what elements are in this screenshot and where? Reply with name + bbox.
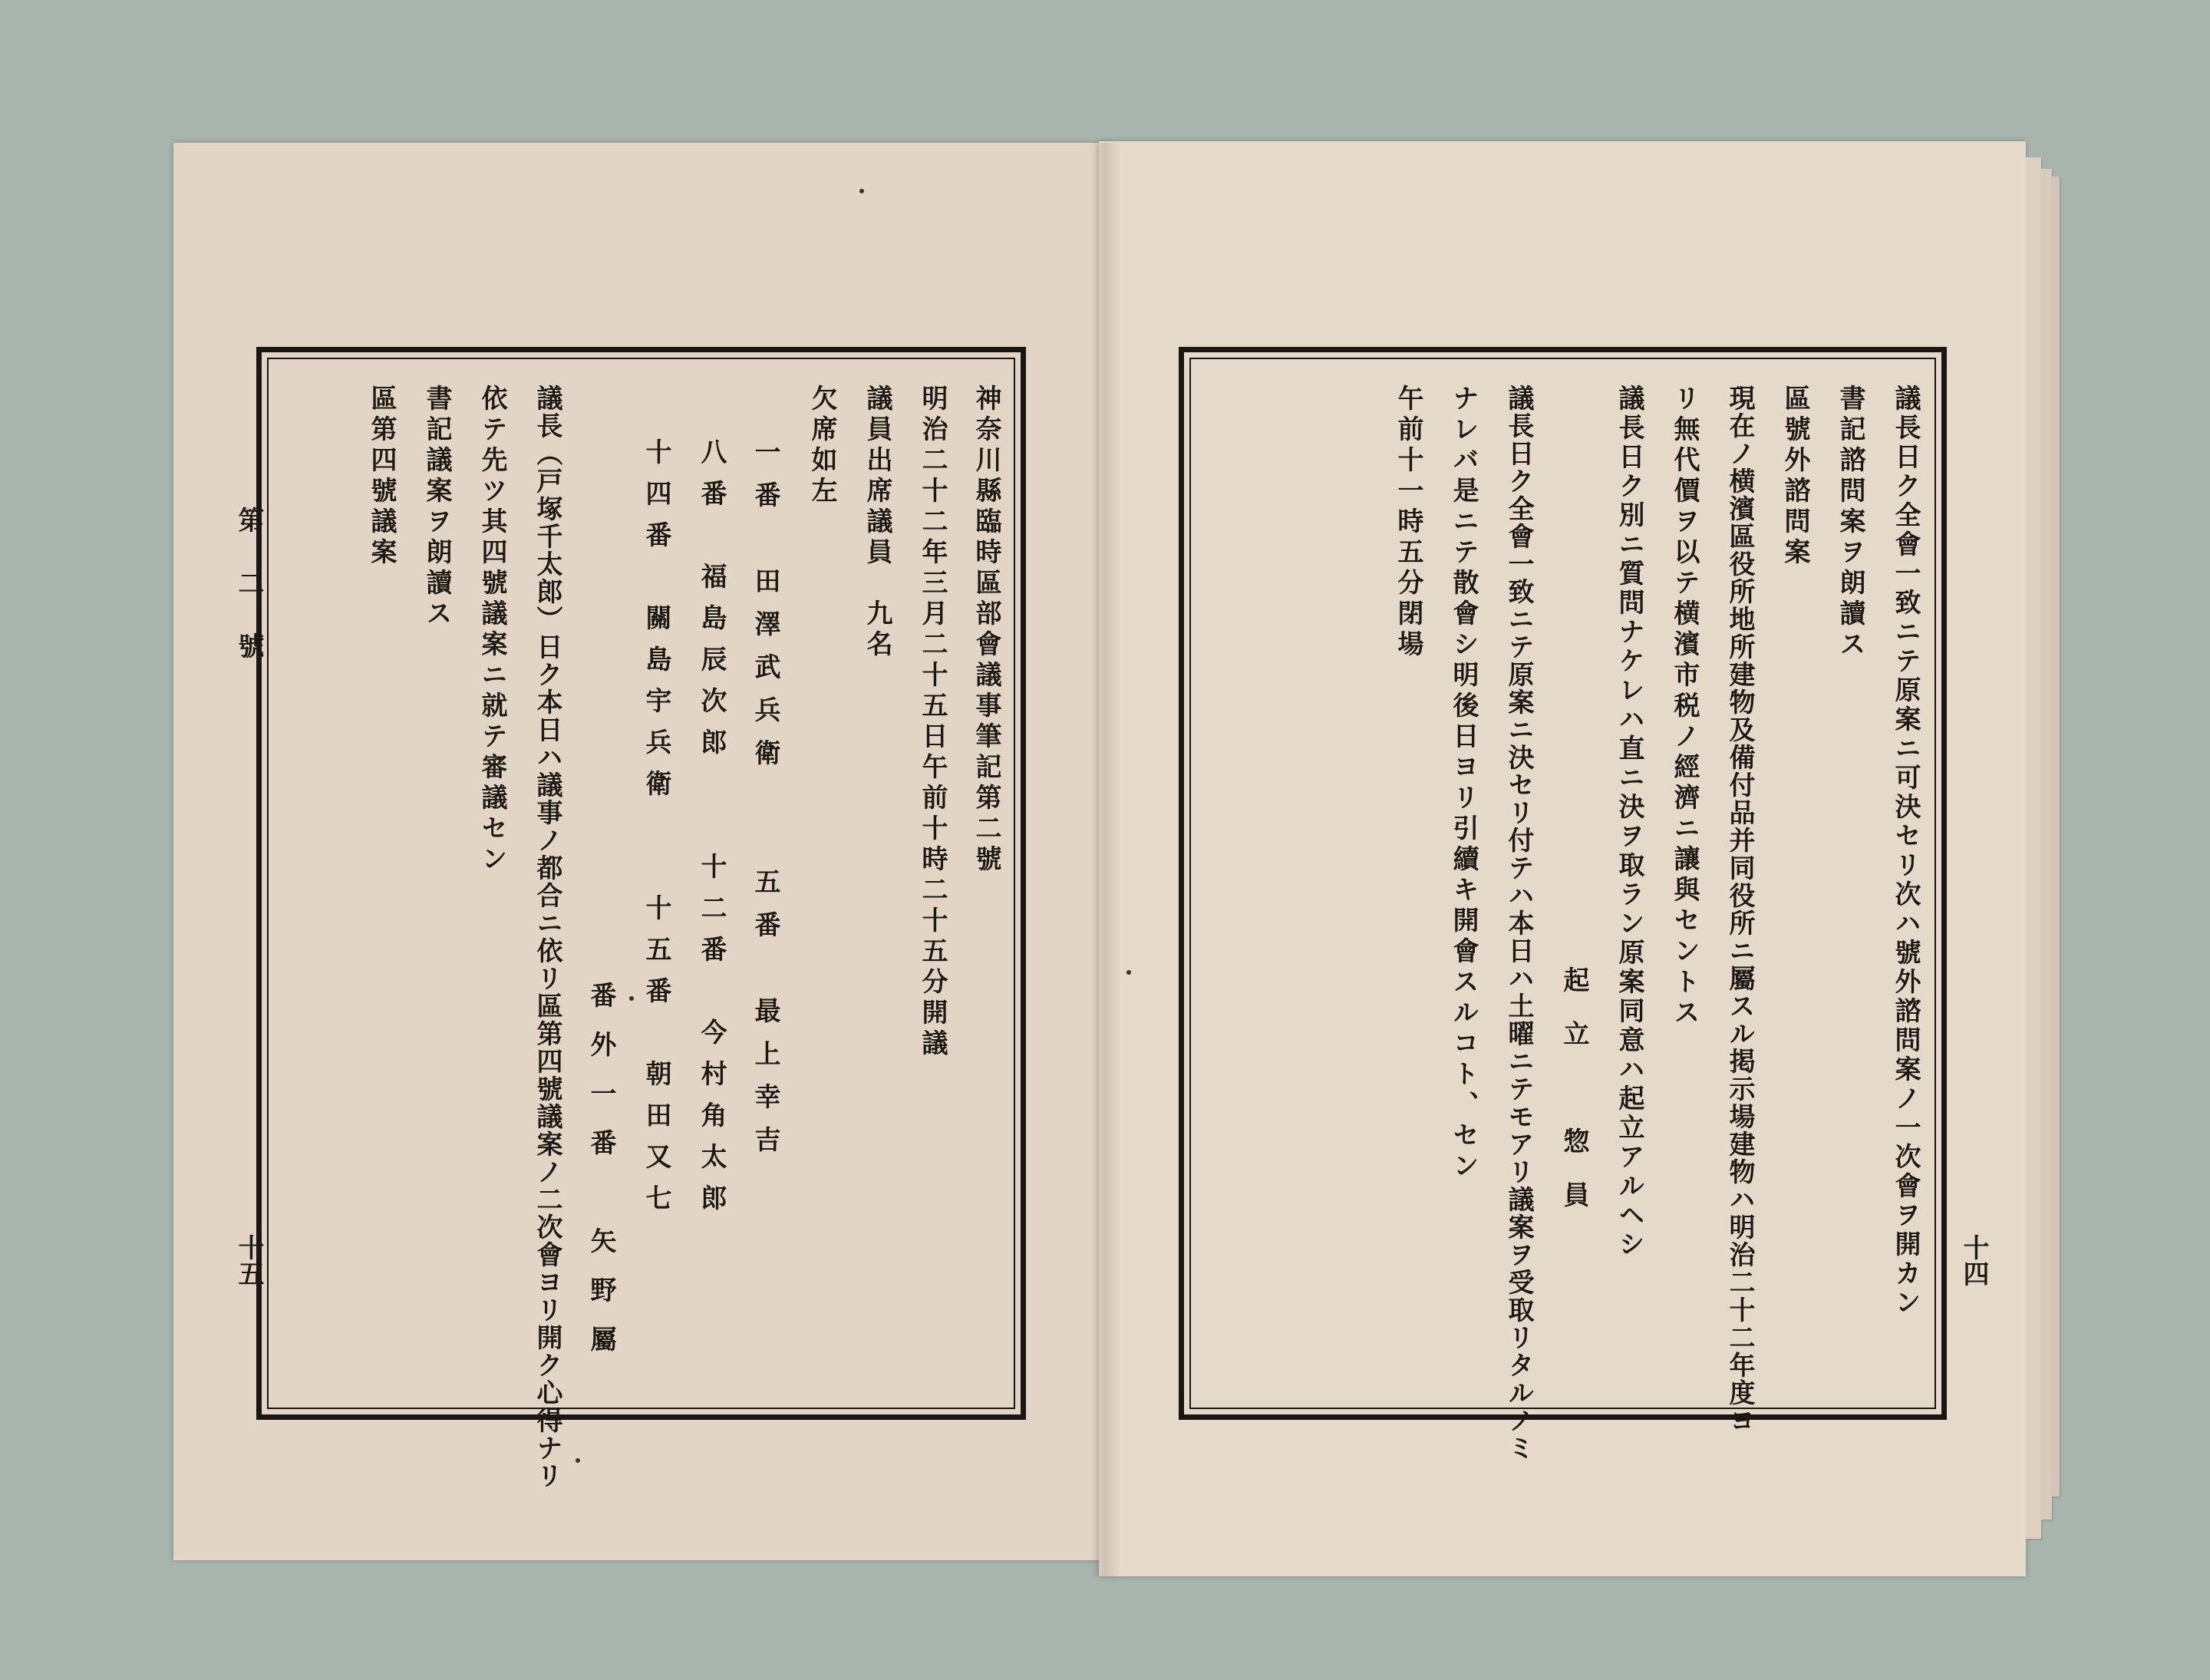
text-column: 欠席如左 xyxy=(806,385,837,507)
page-number-left: 十五 xyxy=(233,1234,264,1286)
side-title: 第二號 xyxy=(233,507,264,695)
text-column: 書記諮問案ヲ朗讀ス xyxy=(1835,385,1865,661)
text-column: 依テ先ツ其四號議案ニ就テ審議セン xyxy=(477,385,507,876)
text-column: 議長日ク全會一致ニテ原案ニ可決セリ次ハ號外諮問案ノ一次會ヲ開カン xyxy=(1890,385,1921,1318)
text-column: 一番 田澤武兵衛 五番 最上幸吉 xyxy=(750,438,780,1169)
paper-speck xyxy=(576,1458,580,1463)
text-column: 區號外諮問案 xyxy=(1780,385,1810,569)
text-column: 現在ノ横濱區役所地所建物及備付品并同役所ニ屬スル掲示場建物ハ明治二十二年度ヨ xyxy=(1724,385,1755,1434)
text-column: 議員出席議員 九名 xyxy=(862,385,892,661)
page-edge xyxy=(2026,157,2041,1539)
text-column: 書記議案ヲ朗讀ス xyxy=(421,385,452,630)
text-column: 十四番 關島宇兵衛 十五番 朝田又七 xyxy=(641,438,671,1226)
paper-speck xyxy=(1126,970,1131,975)
paper-speck xyxy=(859,189,864,193)
text-column: 明治二十二年三月二十五日午前十時二十五分開議 xyxy=(917,385,948,1060)
page-number-right: 十四 xyxy=(1958,1234,1989,1286)
text-column: 議長日ク全會一致ニテ原案ニ決セリ付テハ本日ハ土曜ニテモアリ議案ヲ受取リタルノミ xyxy=(1503,385,1534,1462)
right-text-frame xyxy=(1179,347,1947,1462)
text-column: 午前十一時五分閉場 xyxy=(1393,385,1423,661)
text-column: 八番 福島辰次郎 十二番 今村角太郎 xyxy=(696,438,727,1226)
text-column: 番外一番 矢野屬 xyxy=(585,982,616,1375)
book-gutter xyxy=(1090,143,1120,1576)
paper-speck xyxy=(629,996,634,1001)
text-column: リ無代價ヲ以テ横濱市税ノ經濟ニ讓與セントス xyxy=(1669,385,1700,1029)
left-text-frame xyxy=(256,347,1026,1490)
text-column: 神奈川縣臨時區部會議事筆記第二號 xyxy=(971,385,1001,876)
text-column: 議長日ク別ニ質問ナケレハ直ニ決ヲ取ラン原案同意ハ起立アルヘシ xyxy=(1614,385,1644,1259)
text-column: 議長（戸塚千太郎）日ク本日ハ議事ノ都合ニ依リ區第四號議案ノ二次會ヨリ開ク心得ナリ xyxy=(532,385,562,1490)
text-column: ナレバ是ニテ散會シ明後日ヨリ引續キ開會スルコト、セン xyxy=(1448,385,1479,1183)
page-edge xyxy=(2052,177,2060,1497)
text-column: 區第四號議案 xyxy=(366,385,397,569)
page-edge xyxy=(2041,169,2052,1520)
text-column: 起立 惣員 xyxy=(1559,966,1589,1235)
